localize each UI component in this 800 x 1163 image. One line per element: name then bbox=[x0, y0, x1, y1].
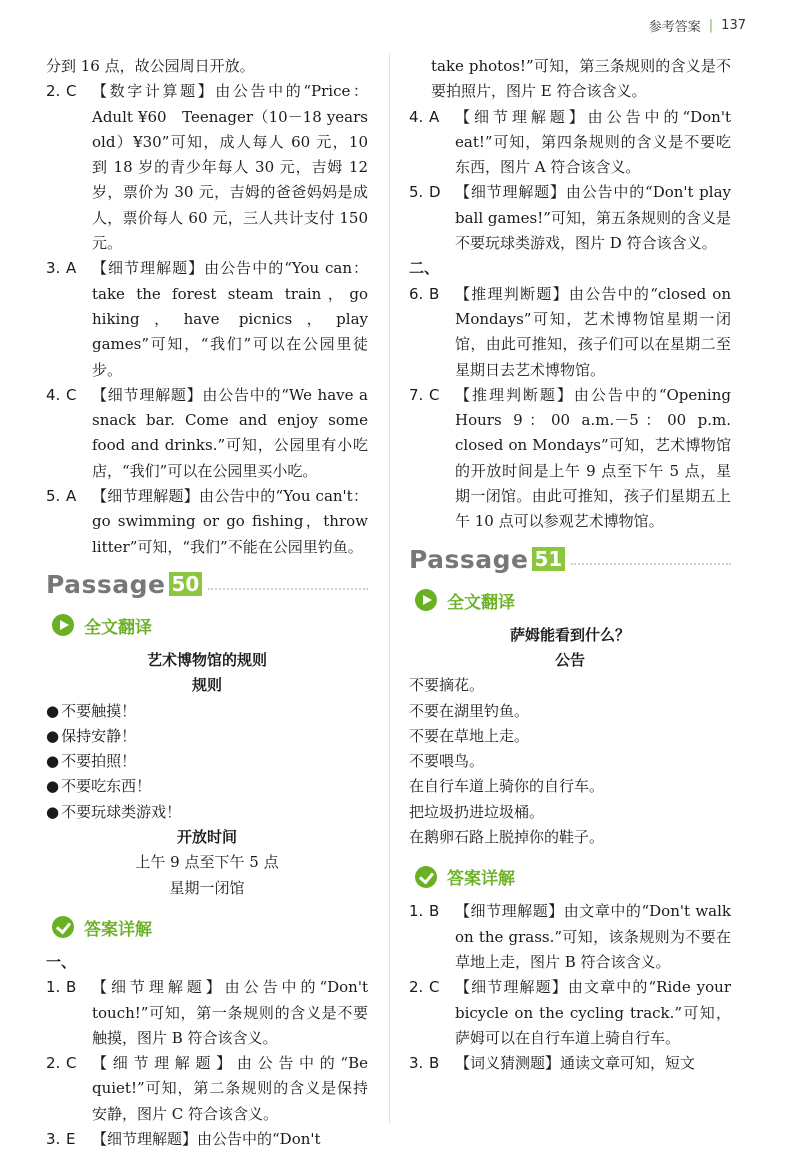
answer-item bbox=[409, 899, 731, 975]
header-separator: | bbox=[708, 18, 714, 33]
answer-item bbox=[46, 383, 368, 484]
passage-word: Passage bbox=[409, 544, 529, 574]
item-answer: C bbox=[66, 82, 77, 101]
rule-item: ● 保持安静！ bbox=[46, 726, 137, 745]
notice-line: 在自行车道上骑你的自行车。 bbox=[409, 777, 605, 796]
translation-label: 全文翻译 bbox=[447, 592, 515, 613]
answer-item bbox=[409, 383, 731, 535]
item-explanation: 【细节理解题】由公告中的“We have a snack bar. Come and enjoy some food and drinks.”可知，公园里有小吃店，“我们”可以在公园里买小吃。 bbox=[92, 385, 368, 480]
item-number: 1. bbox=[409, 902, 424, 921]
rule-item: ● 不要吃东西！ bbox=[46, 777, 152, 796]
item-answer: B bbox=[429, 284, 440, 303]
item-answer: A bbox=[429, 107, 440, 126]
item-number: 7. bbox=[409, 385, 424, 404]
item-answer: A bbox=[66, 487, 77, 506]
part-heading: 二、 bbox=[409, 259, 440, 278]
item-number: 3. bbox=[46, 1129, 61, 1148]
item-explanation: 【细节理解题】由公告中的“Don't touch!”可知，第一条规则的含义是不要触摸，图片 B 符合该含义。 bbox=[92, 978, 368, 1047]
item-explanation: 【细节理解题】由公告中的“Don't eat!”可知，第四条规则的含义是不要吃东西，图片 A 符合该含义。 bbox=[455, 107, 731, 177]
play-icon bbox=[52, 614, 74, 636]
item-number: 6. bbox=[409, 284, 424, 303]
answers-heading bbox=[415, 864, 731, 889]
notice-line: 把垃圾扔进垃圾桶。 bbox=[409, 802, 545, 821]
answer-item bbox=[46, 256, 368, 382]
answers-heading bbox=[52, 915, 368, 940]
notice-line: 不要摘花。 bbox=[409, 676, 485, 695]
left-column bbox=[46, 54, 368, 1152]
item-answer: D bbox=[429, 183, 441, 202]
item-answer: B bbox=[66, 978, 77, 997]
play-icon bbox=[415, 589, 437, 611]
answer-item bbox=[409, 1051, 731, 1076]
right-column bbox=[409, 54, 731, 1076]
translation-heading bbox=[415, 588, 731, 613]
item-explanation: 【细节理解题】由文章中的“Ride your bicycle on the cycling track.”可知，萨姆可以在自行车道上骑自行车。 bbox=[455, 978, 731, 1047]
answer-item bbox=[409, 975, 731, 1051]
answers-label: 答案详解 bbox=[447, 869, 515, 890]
item-number: 2. bbox=[409, 978, 424, 997]
item-answer: B bbox=[429, 1054, 440, 1073]
answer-item bbox=[409, 105, 731, 181]
item-answer: C bbox=[429, 978, 440, 997]
item-explanation: 【细节理解题】由公告中的“Be quiet!”可知，第二条规则的含义是保持安静，图片 C 符合该含义。 bbox=[92, 1054, 368, 1123]
answer-item bbox=[409, 282, 731, 383]
passage-51-heading bbox=[409, 545, 731, 574]
hours-line: 星期一闭馆 bbox=[169, 878, 245, 897]
item-answer: E bbox=[66, 1129, 76, 1148]
passage-number: 51 bbox=[532, 547, 566, 571]
item-answer: C bbox=[66, 385, 77, 404]
rule-item: ● 不要触摸！ bbox=[46, 701, 137, 720]
answer-item bbox=[46, 1051, 368, 1127]
answer-item bbox=[46, 79, 368, 256]
item-number: 5. bbox=[46, 487, 61, 506]
hours-line: 上午 9 点至下午 5 点 bbox=[135, 853, 279, 872]
item-answer: C bbox=[429, 385, 440, 404]
item-number: 1. bbox=[46, 978, 61, 997]
translation-label: 全文翻译 bbox=[84, 617, 152, 638]
dotted-rule bbox=[571, 553, 731, 565]
item-explanation: 【词义猜测题】通读文章可知，短文 bbox=[455, 1054, 696, 1073]
answer-item bbox=[409, 180, 731, 256]
item-number: 4. bbox=[46, 385, 61, 404]
notice-line: 在鹅卵石路上脱掉你的鞋子。 bbox=[409, 828, 605, 847]
translation-subtitle: 公告 bbox=[554, 650, 585, 669]
page-header bbox=[649, 16, 746, 35]
hours-title: 开放时间 bbox=[176, 828, 237, 847]
answers-label: 答案详解 bbox=[84, 919, 152, 940]
item-answer: A bbox=[66, 259, 77, 278]
answer-item bbox=[46, 1127, 368, 1152]
item-number: 3. bbox=[409, 1054, 424, 1073]
item-number: 2. bbox=[46, 82, 61, 101]
item-answer: B bbox=[429, 902, 440, 921]
header-label: 参考答案 bbox=[648, 20, 701, 35]
check-icon bbox=[415, 866, 437, 888]
answer-item bbox=[46, 975, 368, 1051]
notice-line: 不要在湖里钓鱼。 bbox=[409, 701, 530, 720]
passage-50-heading bbox=[46, 570, 368, 599]
item-explanation: 【细节理解题】由公告中的“Don't bbox=[92, 1129, 321, 1148]
item-number: 5. bbox=[409, 183, 424, 202]
dotted-rule bbox=[208, 578, 368, 590]
notice-line: 不要在草地上走。 bbox=[409, 726, 530, 745]
check-icon bbox=[52, 916, 74, 938]
passage-number: 50 bbox=[169, 572, 203, 596]
item-explanation: 【细节理解题】由公告中的“You can't：go swimming or go fishing，throw litter”可知，“我们”不能在公园里钓鱼。 bbox=[92, 487, 368, 556]
item-explanation: 【数字计算题】由公告中的“Price：Adult ¥60 Teenager（10－18 years old）¥30”可知，成人每人 60 元，10 到 18 岁的青少年每人 30 元，吉姆 12 岁，票价为 30 元，吉姆的爸爸妈妈是成人，票价每人 60 元，三人共计支付 150 元。 bbox=[92, 82, 368, 253]
item-number: 4. bbox=[409, 107, 424, 126]
item-explanation: 【推理判断题】由公告中的“Opening Hours 9：00 a.m.－5：00 p.m. closed on Mondays”可知，艺术博物馆的开放时间是上午 9 点至下午 5 点，星期一闭馆。由此可推知，孩子们星期五上午 10 点可以参观艺术博物馆。 bbox=[455, 385, 731, 531]
notice-line: 不要喂鸟。 bbox=[409, 752, 485, 771]
item-explanation: 【细节理解题】由公告中的“Don't play ball games!”可知，第五条规则的含义是不要玩球类游戏，图片 D 符合该含义。 bbox=[455, 183, 731, 253]
item-explanation: 【推理判断题】由公告中的“closed on Mondays”可知，艺术博物馆星期一闭馆，由此可推知，孩子们可以在星期二至星期日去艺术博物馆。 bbox=[455, 284, 731, 379]
item-number: 3. bbox=[46, 259, 61, 278]
translation-title: 萨姆能看到什么？ bbox=[509, 625, 630, 644]
rule-item: ● 不要拍照！ bbox=[46, 752, 137, 771]
intro-line: 分到 16 点，故公园周日开放。 bbox=[46, 57, 255, 75]
item-answer: C bbox=[66, 1054, 77, 1073]
translation-heading bbox=[52, 613, 368, 638]
item-explanation: 【细节理解题】由公告中的“You can：take the forest steam train，go hiking，have picnics，play games”可知，“我们”可以在公园里徒步。 bbox=[92, 259, 368, 379]
passage-word: Passage bbox=[46, 569, 166, 599]
item-explanation: 【细节理解题】由文章中的“Don't walk on the grass.”可知，该条规则为不要在草地上走，图片 B 符合该含义。 bbox=[455, 902, 731, 971]
item-number: 2. bbox=[46, 1054, 61, 1073]
translation-subtitle: 规则 bbox=[191, 676, 222, 695]
continued-line: take photos!”可知，第三条规则的含义是不要拍照片，图片 E 符合该含义。 bbox=[431, 57, 731, 101]
rule-item: ● 不要玩球类游戏！ bbox=[46, 802, 182, 821]
page-number: 137 bbox=[721, 18, 746, 33]
part-heading: 一、 bbox=[46, 952, 77, 971]
answer-item bbox=[46, 484, 368, 560]
translation-title: 艺术博物馆的规则 bbox=[146, 650, 267, 669]
column-divider bbox=[389, 54, 390, 1123]
